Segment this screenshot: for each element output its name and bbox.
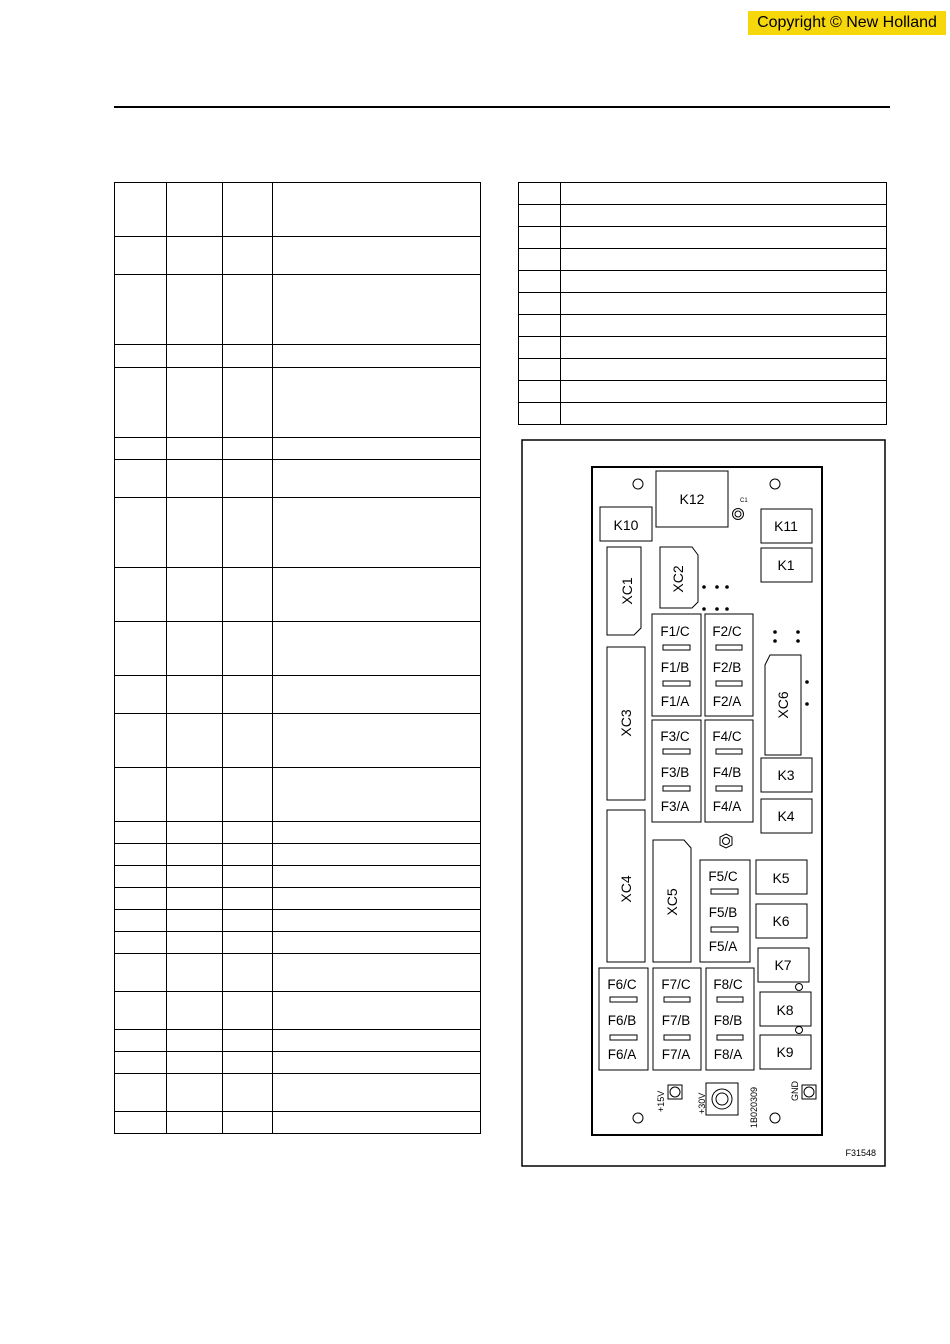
svg-text:+15V: +15V	[656, 1090, 666, 1112]
figure-id: F31548	[845, 1148, 876, 1158]
svg-text:K7: K7	[774, 957, 792, 973]
svg-text:K5: K5	[772, 870, 790, 886]
svg-text:+30V: +30V	[697, 1092, 707, 1114]
connector-xc1	[607, 547, 641, 635]
terminal-gnd	[790, 1081, 816, 1102]
svg-text:F7/B: F7/B	[661, 1013, 691, 1028]
mount-hole	[770, 479, 780, 489]
fuse-block-f1	[652, 614, 701, 716]
center-stud	[720, 834, 732, 848]
fuse-block-f8	[706, 968, 754, 1070]
mount-hole	[633, 479, 643, 489]
svg-text:F1/B: F1/B	[660, 660, 690, 675]
svg-text:K11: K11	[774, 518, 798, 534]
svg-text:F2/C: F2/C	[712, 624, 742, 639]
svg-text:K8: K8	[776, 1002, 794, 1018]
svg-text:F7/A: F7/A	[661, 1047, 691, 1062]
relay-k1	[761, 548, 812, 582]
connector-xc4	[607, 810, 645, 962]
fuse-block-f2	[705, 614, 753, 716]
svg-text:XC2: XC2	[670, 565, 686, 593]
relay-k8	[760, 992, 811, 1026]
svg-text:F3/B: F3/B	[660, 765, 690, 780]
svg-text:GND: GND	[790, 1081, 800, 1101]
relay-k4	[761, 799, 812, 833]
terminal-15v	[656, 1085, 682, 1112]
mount-hole	[770, 1113, 780, 1123]
svg-text:F7/C: F7/C	[661, 977, 691, 992]
fuse-block-f5	[700, 860, 750, 962]
relay-k6	[756, 904, 807, 938]
svg-text:F1/C: F1/C	[660, 624, 690, 639]
svg-text:F4/A: F4/A	[712, 799, 742, 814]
svg-text:F4/B: F4/B	[712, 765, 742, 780]
svg-text:XC3: XC3	[618, 709, 634, 737]
terminal-30v	[697, 1083, 738, 1115]
svg-text:K10: K10	[613, 517, 639, 533]
svg-text:XC6: XC6	[775, 691, 791, 719]
svg-text:K3: K3	[777, 767, 795, 783]
diagram-frame	[522, 440, 885, 1166]
svg-text:F2/A: F2/A	[712, 694, 742, 709]
relay-k3	[761, 758, 812, 792]
svg-text:F3/A: F3/A	[660, 799, 690, 814]
fuse-block-f6	[599, 968, 648, 1070]
connector-xc3	[607, 647, 645, 800]
svg-text:F3/C: F3/C	[660, 729, 690, 744]
svg-text:K9: K9	[776, 1044, 794, 1060]
copyright-banner: Copyright © New Holland	[748, 11, 946, 35]
relay-k12	[656, 471, 728, 527]
fuse-block-f3	[652, 720, 701, 822]
relay-k7	[758, 948, 809, 982]
svg-text:K12: K12	[679, 491, 705, 507]
svg-text:XC5: XC5	[664, 888, 680, 916]
relay-k10	[600, 507, 652, 541]
svg-text:F8/C: F8/C	[713, 977, 743, 992]
relay-k9	[760, 1035, 811, 1069]
svg-text:F5/B: F5/B	[708, 905, 738, 920]
connector-xc5	[653, 840, 691, 962]
svg-text:F2/B: F2/B	[712, 660, 742, 675]
connector-xc6	[765, 655, 801, 755]
svg-text:F6/C: F6/C	[607, 977, 637, 992]
svg-text:K4: K4	[777, 808, 795, 824]
board-code: 1B020309	[749, 1086, 759, 1128]
mount-hole	[633, 1113, 643, 1123]
svg-text:F6/B: F6/B	[607, 1013, 637, 1028]
svg-text:F5/A: F5/A	[708, 939, 738, 954]
relay-k11	[761, 509, 812, 543]
svg-text:F1/A: F1/A	[660, 694, 690, 709]
svg-text:F8/B: F8/B	[713, 1013, 743, 1028]
relay-k5	[756, 860, 807, 894]
svg-text:XC1: XC1	[619, 577, 635, 605]
svg-text:F4/C: F4/C	[712, 729, 742, 744]
svg-text:C1: C1	[740, 498, 748, 504]
svg-text:F6/A: F6/A	[607, 1047, 637, 1062]
svg-text:F5/C: F5/C	[708, 869, 738, 884]
svg-text:F8/A: F8/A	[713, 1047, 743, 1062]
connector-xc2	[660, 547, 698, 608]
svg-text:XC4: XC4	[618, 875, 634, 903]
fuse-block-f7	[653, 968, 701, 1070]
fuse-block-f4	[705, 720, 753, 822]
svg-text:K6: K6	[772, 913, 790, 929]
svg-text:K1: K1	[777, 557, 795, 573]
